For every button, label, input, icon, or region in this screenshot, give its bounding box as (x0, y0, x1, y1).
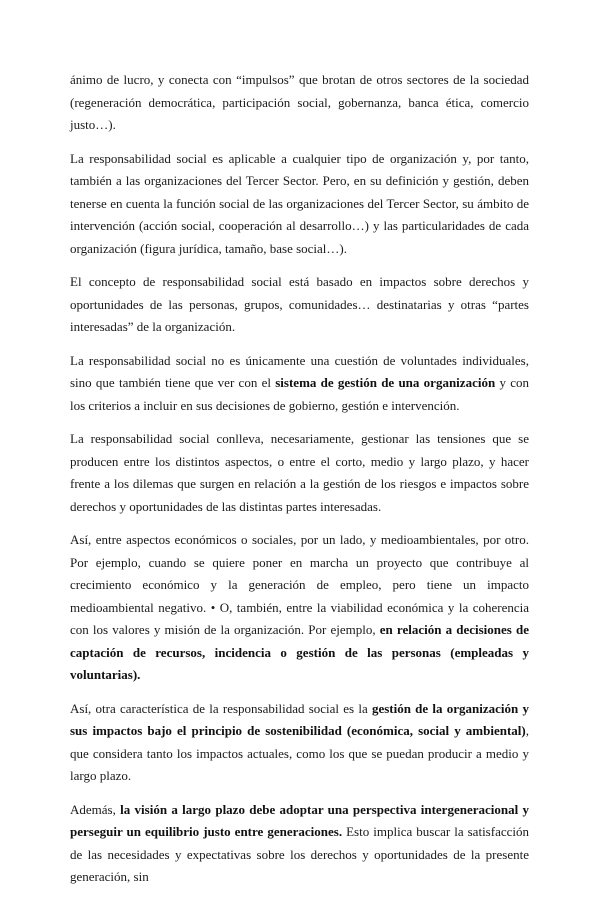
paragraph (70, 529, 529, 687)
paragraph (70, 148, 529, 261)
bold-text: gestión de la organización y sus impactos bajo el principio de sostenibilidad (económica, social y ambiental) (70, 700, 529, 738)
bold-text: la visión a largo plazo debe adoptar una perspectiva intergeneracional y perseguir un equilibrio justo entre generaciones. (70, 801, 529, 839)
paragraph (70, 799, 529, 889)
text-run: La responsabilidad social conlleva, necesariamente, gestionar las tensiones que se producen entre los distintos aspectos, o entre el corto, medio y largo plazo, y hacer frente a los dilemas que surgen en relación a la gestión de los riesgos e impactos sobre derechos y oportunidades de las distintas partes interesadas. (70, 431, 529, 514)
paragraph (70, 69, 529, 137)
text-run: Así, entre aspectos económicos o sociales, por un lado, y medioambientales, por otro. Por ejemplo, cuando se quiere poner en marcha un proyecto que contribuye al crecimiento económico y la generación de empleo, pero tiene un impacto medioambiental negativo. • O, también, entre la viabilidad económica y la coherencia con los valores y misión de la organización. Por ejemplo, (70, 532, 529, 637)
document-page (70, 69, 529, 900)
bold-text: en relación a decisiones de captación de recursos, incidencia o gestión de las personas (empleadas y voluntarias). (70, 622, 529, 682)
text-run: ánimo de lucro, y conecta con “impulsos” que brotan de otros sectores de la sociedad (regeneración democrática, participación social, gobernanza, banca ética, comercio justo…). (70, 72, 529, 132)
bold-text: sistema de gestión de una organización (275, 375, 496, 390)
text-run: Así, otra característica de la responsabilidad social es la (70, 700, 372, 716)
text-run: y con los criterios a incluir en sus decisiones de gobierno, gestión e intervención. (70, 375, 529, 413)
paragraph (70, 271, 529, 339)
paragraph (70, 350, 529, 418)
paragraph (70, 698, 529, 788)
text-run: La responsabilidad social no es únicamente una cuestión de voluntades individuales, sino que también tiene que ver con el (70, 352, 529, 390)
paragraph (70, 428, 529, 518)
text-run: , que considera tanto los impactos actuales, como los que se puedan producir a medio y largo plazo. (70, 723, 529, 783)
text-run: Esto implica buscar la satisfacción de las necesidades y expectativas sobre los derechos y oportunidades de la presente generación, sin (70, 824, 529, 884)
text-run: Además, (70, 801, 121, 817)
text-run: El concepto de responsabilidad social está basado en impactos sobre derechos y oportunidades de las personas, grupos, comunidades… destinatarias y otras “partes interesadas” de la organización. (70, 274, 529, 334)
text-run: La responsabilidad social es aplicable a cualquier tipo de organización y, por tanto, también a las organizaciones del Tercer Sector. Pero, en su definición y gestión, deben tenerse en cuenta la función social de las organizaciones del Tercer Sector, su ámbito de intervención (acción social, cooperación al desarrollo…) y las particularidades de cada organización (figura jurídica, tamaño, base social…). (70, 150, 529, 256)
